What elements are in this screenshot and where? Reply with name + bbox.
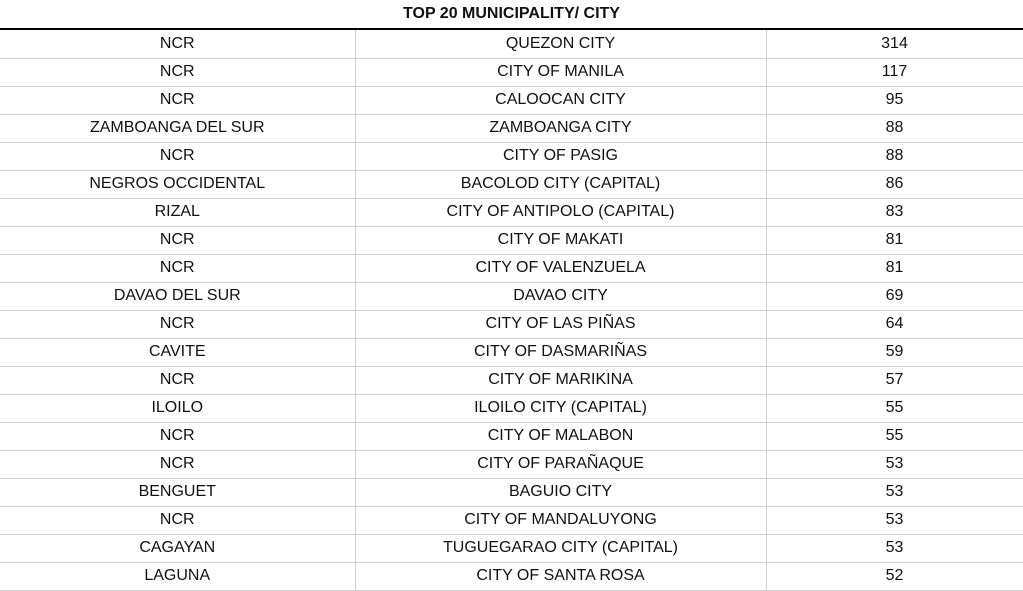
count-cell: 59 [766, 338, 1023, 366]
province-cell: NCR [0, 86, 355, 114]
count-cell: 53 [766, 534, 1023, 562]
city-cell: CITY OF MARIKINA [355, 366, 766, 394]
province-cell: NCR [0, 226, 355, 254]
count-cell: 314 [766, 30, 1023, 58]
table-row [0, 226, 1023, 254]
count-cell: 86 [766, 170, 1023, 198]
table-row [0, 170, 1023, 198]
count-cell: 57 [766, 366, 1023, 394]
province-cell: ZAMBOANGA DEL SUR [0, 114, 355, 142]
table-row [0, 114, 1023, 142]
count-cell: 81 [766, 226, 1023, 254]
table-body [0, 30, 1023, 590]
province-cell: NCR [0, 506, 355, 534]
city-cell: TUGUEGARAO CITY (CAPITAL) [355, 534, 766, 562]
city-cell: CALOOCAN CITY [355, 86, 766, 114]
province-cell: NCR [0, 450, 355, 478]
city-cell: ZAMBOANGA CITY [355, 114, 766, 142]
table-row [0, 254, 1023, 282]
table-row [0, 310, 1023, 338]
city-cell: CITY OF DASMARIÑAS [355, 338, 766, 366]
count-cell: 81 [766, 254, 1023, 282]
table-row [0, 478, 1023, 506]
province-cell: NCR [0, 58, 355, 86]
table-row [0, 562, 1023, 590]
city-cell: CITY OF PASIG [355, 142, 766, 170]
table-row [0, 422, 1023, 450]
province-cell: NCR [0, 422, 355, 450]
city-cell: CITY OF VALENZUELA [355, 254, 766, 282]
city-cell: CITY OF ANTIPOLO (CAPITAL) [355, 198, 766, 226]
table-row [0, 394, 1023, 422]
city-cell: CITY OF PARAÑAQUE [355, 450, 766, 478]
table-row [0, 338, 1023, 366]
count-cell: 95 [766, 86, 1023, 114]
table-row [0, 366, 1023, 394]
province-cell: ILOILO [0, 394, 355, 422]
city-cell: DAVAO CITY [355, 282, 766, 310]
province-cell: DAVAO DEL SUR [0, 282, 355, 310]
count-cell: 88 [766, 142, 1023, 170]
count-cell: 55 [766, 422, 1023, 450]
table-row [0, 450, 1023, 478]
city-cell: CITY OF MALABON [355, 422, 766, 450]
table-row [0, 30, 1023, 58]
table-row [0, 198, 1023, 226]
count-cell: 53 [766, 478, 1023, 506]
count-cell: 117 [766, 58, 1023, 86]
city-cell: CITY OF MANDALUYONG [355, 506, 766, 534]
city-cell: CITY OF LAS PIÑAS [355, 310, 766, 338]
city-cell: CITY OF MAKATI [355, 226, 766, 254]
table-row [0, 142, 1023, 170]
table-row [0, 282, 1023, 310]
count-cell: 52 [766, 562, 1023, 590]
province-cell: BENGUET [0, 478, 355, 506]
city-cell: BAGUIO CITY [355, 478, 766, 506]
top-cities-table [0, 30, 1023, 591]
city-cell: BACOLOD CITY (CAPITAL) [355, 170, 766, 198]
province-cell: NEGROS OCCIDENTAL [0, 170, 355, 198]
count-cell: 53 [766, 506, 1023, 534]
city-cell: CITY OF MANILA [355, 58, 766, 86]
count-cell: 69 [766, 282, 1023, 310]
province-cell: RIZAL [0, 198, 355, 226]
city-cell: QUEZON CITY [355, 30, 766, 58]
table-row [0, 86, 1023, 114]
count-cell: 83 [766, 198, 1023, 226]
city-cell: ILOILO CITY (CAPITAL) [355, 394, 766, 422]
table-title: TOP 20 MUNICIPALITY/ CITY [0, 0, 1023, 30]
count-cell: 64 [766, 310, 1023, 338]
table-row [0, 58, 1023, 86]
count-cell: 53 [766, 450, 1023, 478]
table-row [0, 506, 1023, 534]
province-cell: NCR [0, 30, 355, 58]
province-cell: LAGUNA [0, 562, 355, 590]
province-cell: CAGAYAN [0, 534, 355, 562]
province-cell: NCR [0, 254, 355, 282]
province-cell: CAVITE [0, 338, 355, 366]
province-cell: NCR [0, 366, 355, 394]
city-cell: CITY OF SANTA ROSA [355, 562, 766, 590]
province-cell: NCR [0, 142, 355, 170]
count-cell: 55 [766, 394, 1023, 422]
table-row [0, 534, 1023, 562]
province-cell: NCR [0, 310, 355, 338]
count-cell: 88 [766, 114, 1023, 142]
